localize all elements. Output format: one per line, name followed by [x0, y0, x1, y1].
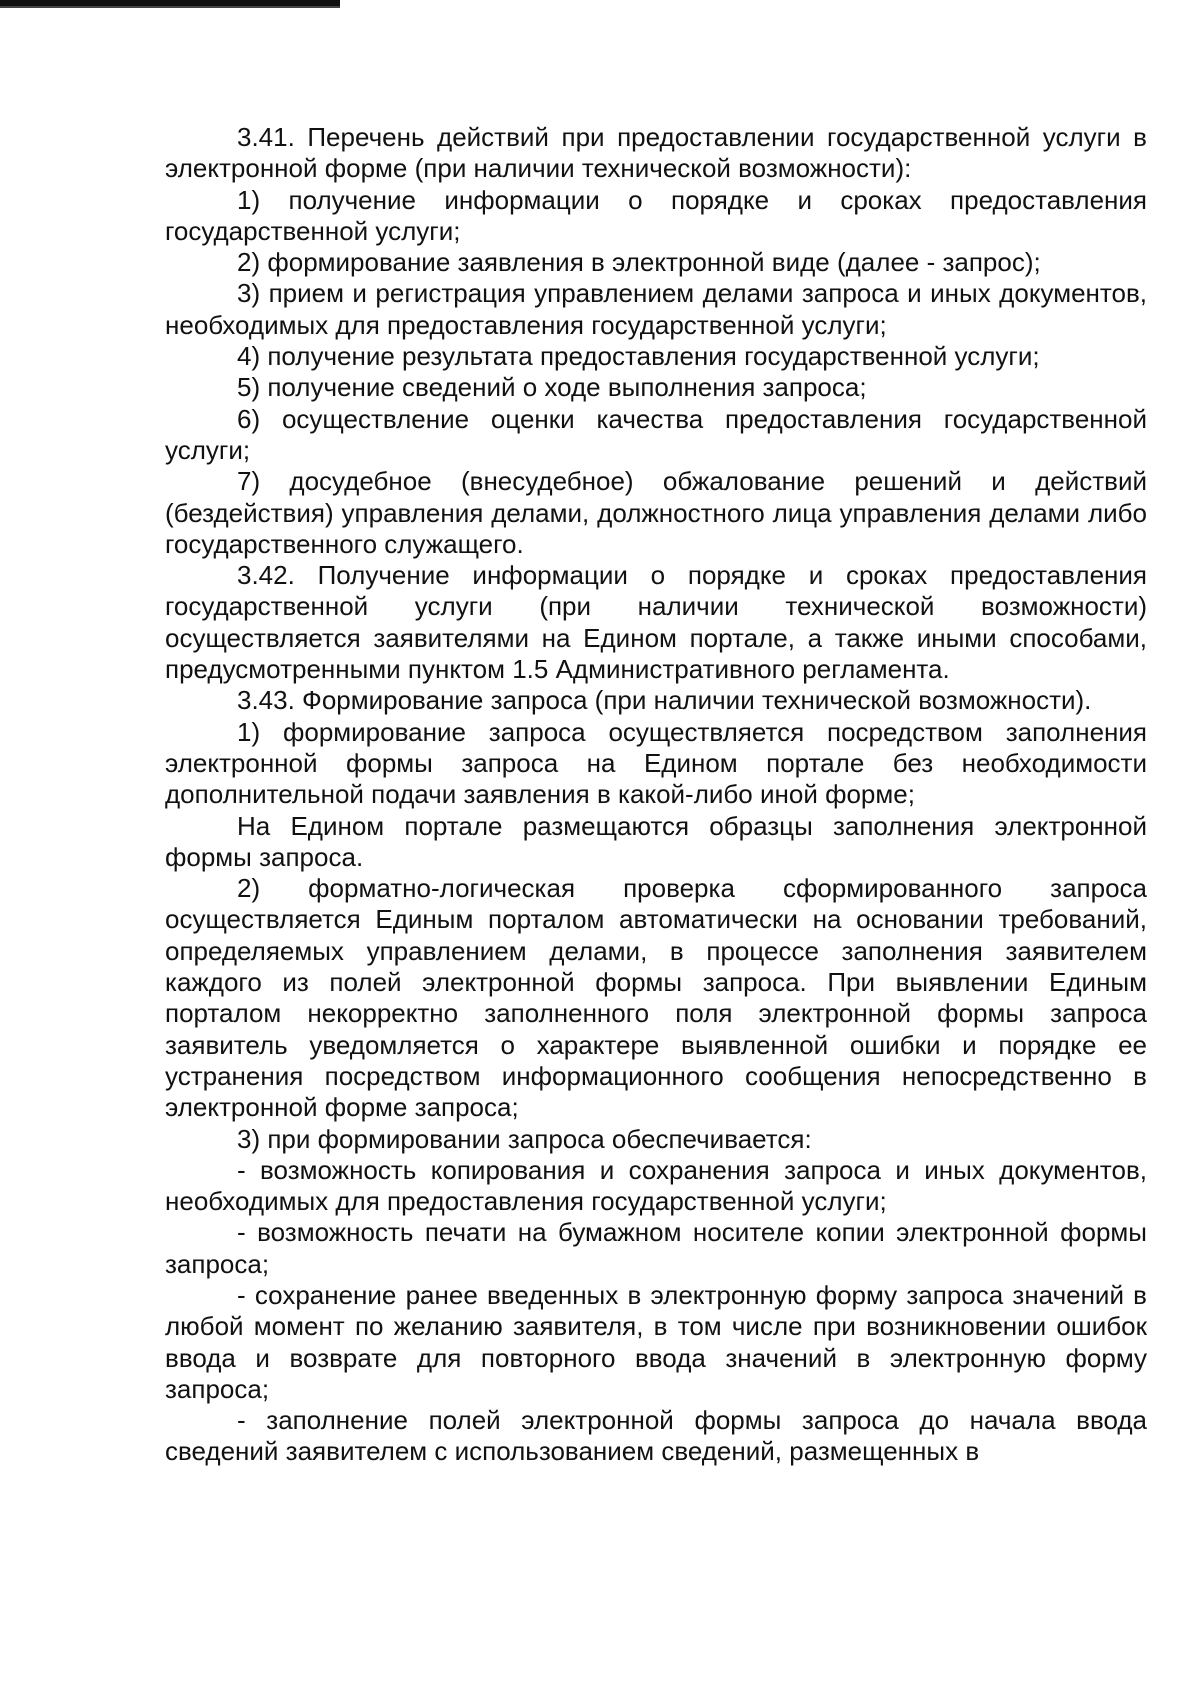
paragraph-3-43-item-3: 3) при формировании запроса обеспечивается:	[237, 1123, 812, 1154]
paragraph-item-3: 3) прием и регистрация управлением делами запроса и иных документов, необходимых для предоставления государственной услуги;	[165, 278, 1147, 340]
paragraph-bullet-print: - возможность печати на бумажном носителе копии электронной формы запроса;	[165, 1217, 1147, 1279]
paragraph-item-7: 7) досудебное (внесудебное) обжалование решений и действий (бездействия) управления делами, должностного лица управления делами либо государственного служащего.	[165, 466, 1147, 559]
paragraph-item-2: 2) формирование заявления в электронной виде (далее - запрос);	[237, 247, 1041, 278]
paragraph-3-43-item-2: 2) форматно-логическая проверка сформированного запроса осуществляется Единым порталом автоматически на основании требований, определяемых управлением делами, в процессе заполнения заявителем каждого из полей электронной формы запроса. При выявлении Единым порталом некорректно заполненного поля электронной формы запроса заявитель уведомляется о характере выявленной ошибки и порядке ее устранения посредством информационного сообщения непосредственно в электронной форме запроса;	[165, 873, 1147, 1123]
paragraph-item-1: 1) получение информации о порядке и сроках предоставления государственной услуги;	[165, 184, 1147, 246]
paragraph-item-4: 4) получение результата предоставления государственной услуги;	[237, 341, 1040, 372]
top-scan-rule-thin	[0, 6, 340, 8]
paragraph-3-42: 3.42. Получение информации о порядке и сроках предоставления государственной услуги (при наличии технической возможности) осуществляется заявителями на Едином портале, а также иными способами, предусмотренными пунктом 1.5 Административного регламента.	[165, 560, 1147, 685]
paragraph-samples: На Едином портале размещаются образцы заполнения электронной формы запроса.	[165, 810, 1147, 872]
paragraph-bullet-fill: - заполнение полей электронной формы запроса до начала ввода сведений заявителем с использованием сведений, размещенных в	[165, 1405, 1147, 1467]
paragraph-3-43-item-1: 1) формирование запроса осуществляется посредством заполнения электронной формы запроса на Едином портале без необходимости дополнительной подачи заявления в какой-либо иной форме;	[165, 716, 1147, 810]
paragraph-bullet-copy: - возможность копирования и сохранения запроса и иных документов, необходимых для предоставления государственной услуги;	[165, 1154, 1147, 1217]
paragraph-3-43: 3.43. Формирование запроса (при наличии технической возможности).	[237, 685, 1092, 716]
document-body	[165, 122, 1147, 1468]
paragraph-bullet-save: - сохранение ранее введенных в электронную форму запроса значений в любой момент по желанию заявителя, в том числе при возникновении ошибок ввода и возврате для повторного ввода значений в электронную форму запроса;	[165, 1279, 1147, 1404]
paragraph-item-6: 6) осуществление оценки качества предоставления государственной услуги;	[165, 403, 1147, 465]
paragraph-item-5: 5) получение сведений о ходе выполнения запроса;	[237, 372, 867, 403]
paragraph-3-41: 3.41. Перечень действий при предоставлении государственной услуги в электронной форме (при наличии технической возможности):	[165, 122, 1147, 184]
